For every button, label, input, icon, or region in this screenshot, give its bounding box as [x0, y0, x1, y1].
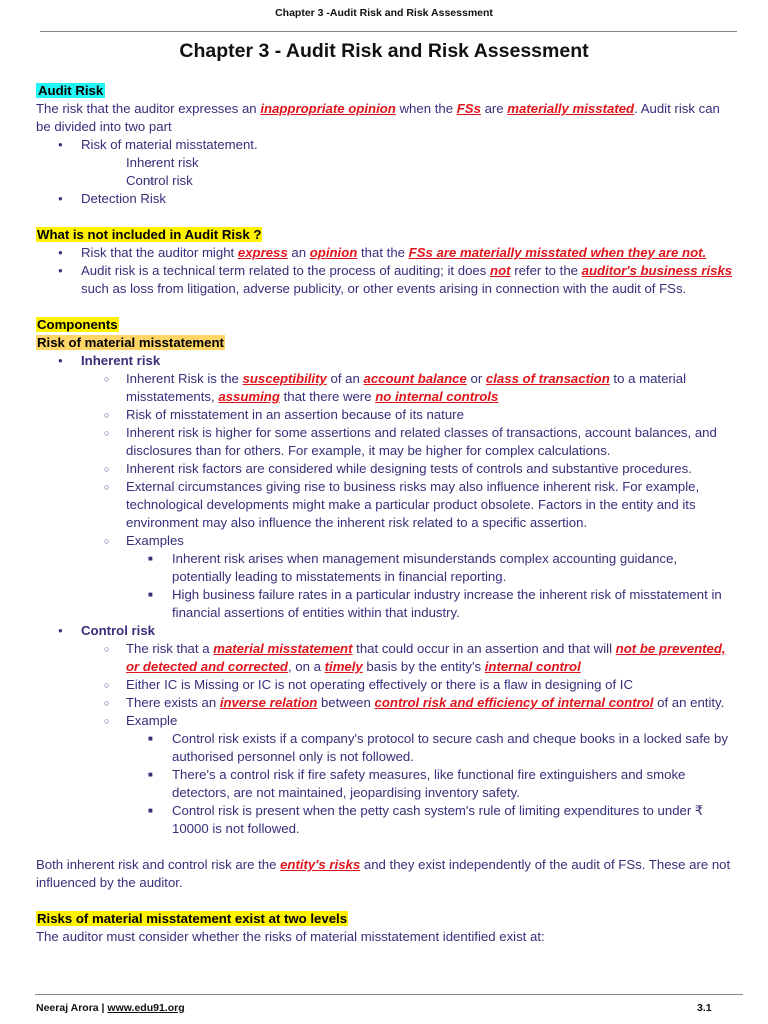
subheading-rmm: Risk of material misstatement [37, 335, 224, 350]
list-item: ○ Inherent risk factors are considered while designing tests of controls and substantive procedures. [36, 460, 736, 478]
control-risk-points [36, 640, 736, 838]
audit-risk-definition: The risk that the auditor expresses an inappropriate opinion when the FSs are materially misstated. Audit risk can be divided into two part [36, 101, 720, 134]
audit-risk-parts-list [36, 136, 736, 208]
list-item: ■ High business failure rates in a particular industry increase the inherent risk of misstatement in financial assertions of entities within that industry. [36, 586, 736, 622]
section-heading-levels: Risks of material misstatement exist at two levels [37, 911, 348, 926]
list-item: ○ Either IC is Missing or IC is not operating effectively or there is a flaw in designing of IC [36, 676, 736, 694]
footer-divider [35, 994, 743, 995]
list-item: ○ Inherent risk is higher for some assertions and related classes of transactions, account balances, and disclosures than for others. For example, it may be higher for complex calculations. [36, 424, 736, 460]
list-item: ■ There's a control risk if fire safety measures, like functional fire extinguishers and smoke detectors, are not maintained, jeopardising inventory safety. [36, 766, 736, 802]
list-item-control-risk: ● Control risk ○ The risk that a material misstatement that could occur in an assertion and that will not be prevented, or detected and corrected, on a timely basis by the entity's internal control ○ Either IC is Missing or IC is not operating effectively or there is a flaw in designing of IC ○ There exists an inverse relation between control risk and efficiency of internal control of an entity. ○ Example ■ Control risk exists if a company's protocol to secure cash and cheque books in a locked safe by authorised personnel only is not followed. ■ There's a control risk if fire safety measures, like functional fire extinguishers and smoke detectors, are not maintained, jeopardising inventory safety. ■ Control risk is present when the petty cash system's rule of limiting expenditures to under ₹ 10000 is not followed. [36, 622, 736, 838]
website-link[interactable]: www.edu91.org [107, 1002, 185, 1014]
list-item: ○ There exists an inverse relation between control risk and efficiency of internal control of an entity. [36, 694, 736, 712]
list-item: ○ External circumstances giving rise to business risks may also influence inherent risk. For example, technological developments might make a particular product obsolete. Factors in the entity and its environment may also influence the inherent risk related to a specific assertion. [36, 478, 736, 532]
header-divider [40, 31, 737, 32]
sub-list [81, 154, 736, 190]
list-item: ○ The risk that a material misstatement that could occur in an assertion and that will not be prevented, or detected and corrected, on a timely basis by the entity's internal control [36, 640, 736, 676]
list-item: ■ Control risk is present when the petty cash system's rule of limiting expenditures to under ₹ 10000 is not followed. [36, 802, 736, 838]
list-item: ■ Control risk exists if a company's protocol to secure cash and cheque books in a locked safe by authorised personnel only is not followed. [36, 730, 736, 766]
list-item: ○ Inherent Risk is the susceptibility of an account balance or class of transaction to a material misstatements, assuming that there were no internal controls [36, 370, 736, 406]
page-number: 3.1 [697, 1002, 712, 1014]
list-item: ○ Examples ■ Inherent risk arises when management misunderstands complex accounting guidance, potentially leading to misstatements in financial reporting. ■ High business failure rates in a particular industry increase the inherent risk of misstatement in financial assertions of entities within that industry. [36, 532, 736, 622]
not-included-list [36, 244, 736, 298]
inherent-risk-points [36, 370, 736, 622]
footer-author: Neeraj Arora | www.edu91.org [36, 1002, 185, 1014]
list-item: ○ Inherent risk [81, 154, 736, 172]
list-item: ● Detection Risk [36, 190, 736, 208]
running-header: Chapter 3 -Audit Risk and Risk Assessment [275, 7, 493, 19]
document-body [36, 82, 736, 946]
list-item: ● Risk that the auditor might express an opinion that the FSs are materially misstated when they are not. [36, 244, 736, 262]
control-examples-list [36, 730, 736, 838]
list-item: ○ Example ■ Control risk exists if a company's protocol to secure cash and cheque books in a locked safe by authorised personnel only is not followed. ■ There's a control risk if fire safety measures, like functional fire extinguishers and smoke detectors, are not maintained, jeopardising inventory safety. ■ Control risk is present when the petty cash system's rule of limiting expenditures to under ₹ 10000 is not followed. [36, 712, 736, 838]
page-title: Chapter 3 - Audit Risk and Risk Assessment [179, 40, 589, 62]
section-heading-components: Components [37, 317, 118, 332]
section-heading-not-included: What is not included in Audit Risk ? [37, 227, 262, 242]
section-heading-audit-risk: Audit Risk [38, 83, 104, 98]
list-item: ● Risk of material misstatement. ○ Inherent risk ○ Control risk [36, 136, 736, 190]
list-item: ○ Risk of misstatement in an assertion because of its nature [36, 406, 736, 424]
levels-text: The auditor must consider whether the risks of material misstatement identified exist at: [36, 929, 545, 944]
inherent-examples-list [36, 550, 736, 622]
list-item-inherent-risk: ● Inherent risk ○ Inherent Risk is the susceptibility of an account balance or class of transaction to a material misstatements, assuming that there were no internal controls ○ Risk of misstatement in an assertion because of its nature ○ Inherent risk is higher for some assertions and related classes of transactions, account balances, and disclosures than for others. For example, it may be higher for complex calculations. ○ Inherent risk factors are considered while designing tests of controls and substantive procedures. ○ External circumstances giving rise to business risks may also influence inherent risk. For example, technological developments might make a particular product obsolete. Factors in the entity and its environment may also influence the inherent risk related to a specific assertion. ○ Examples ■ Inherent risk arises when management misunderstands complex accounting guidance, potentially leading to misstatements in financial reporting. ■ High business failure rates in a particular industry increase the inherent risk of misstatement in financial assertions of entities within that industry. [36, 352, 736, 622]
components-list [36, 352, 736, 838]
list-item: ■ Inherent risk arises when management misunderstands complex accounting guidance, potentially leading to misstatements in financial reporting. [36, 550, 736, 586]
list-item: ● Audit risk is a technical term related to the process of auditing; it does not refer to the auditor's business risks such as loss from litigation, adverse publicity, or other events arising in connection with the audit of FSs. [36, 262, 736, 298]
list-item: ○ Control risk [81, 172, 736, 190]
both-risks-paragraph: Both inherent risk and control risk are the entity's risks and they exist independently of the audit of FSs. These are not influenced by the auditor. [36, 857, 731, 890]
